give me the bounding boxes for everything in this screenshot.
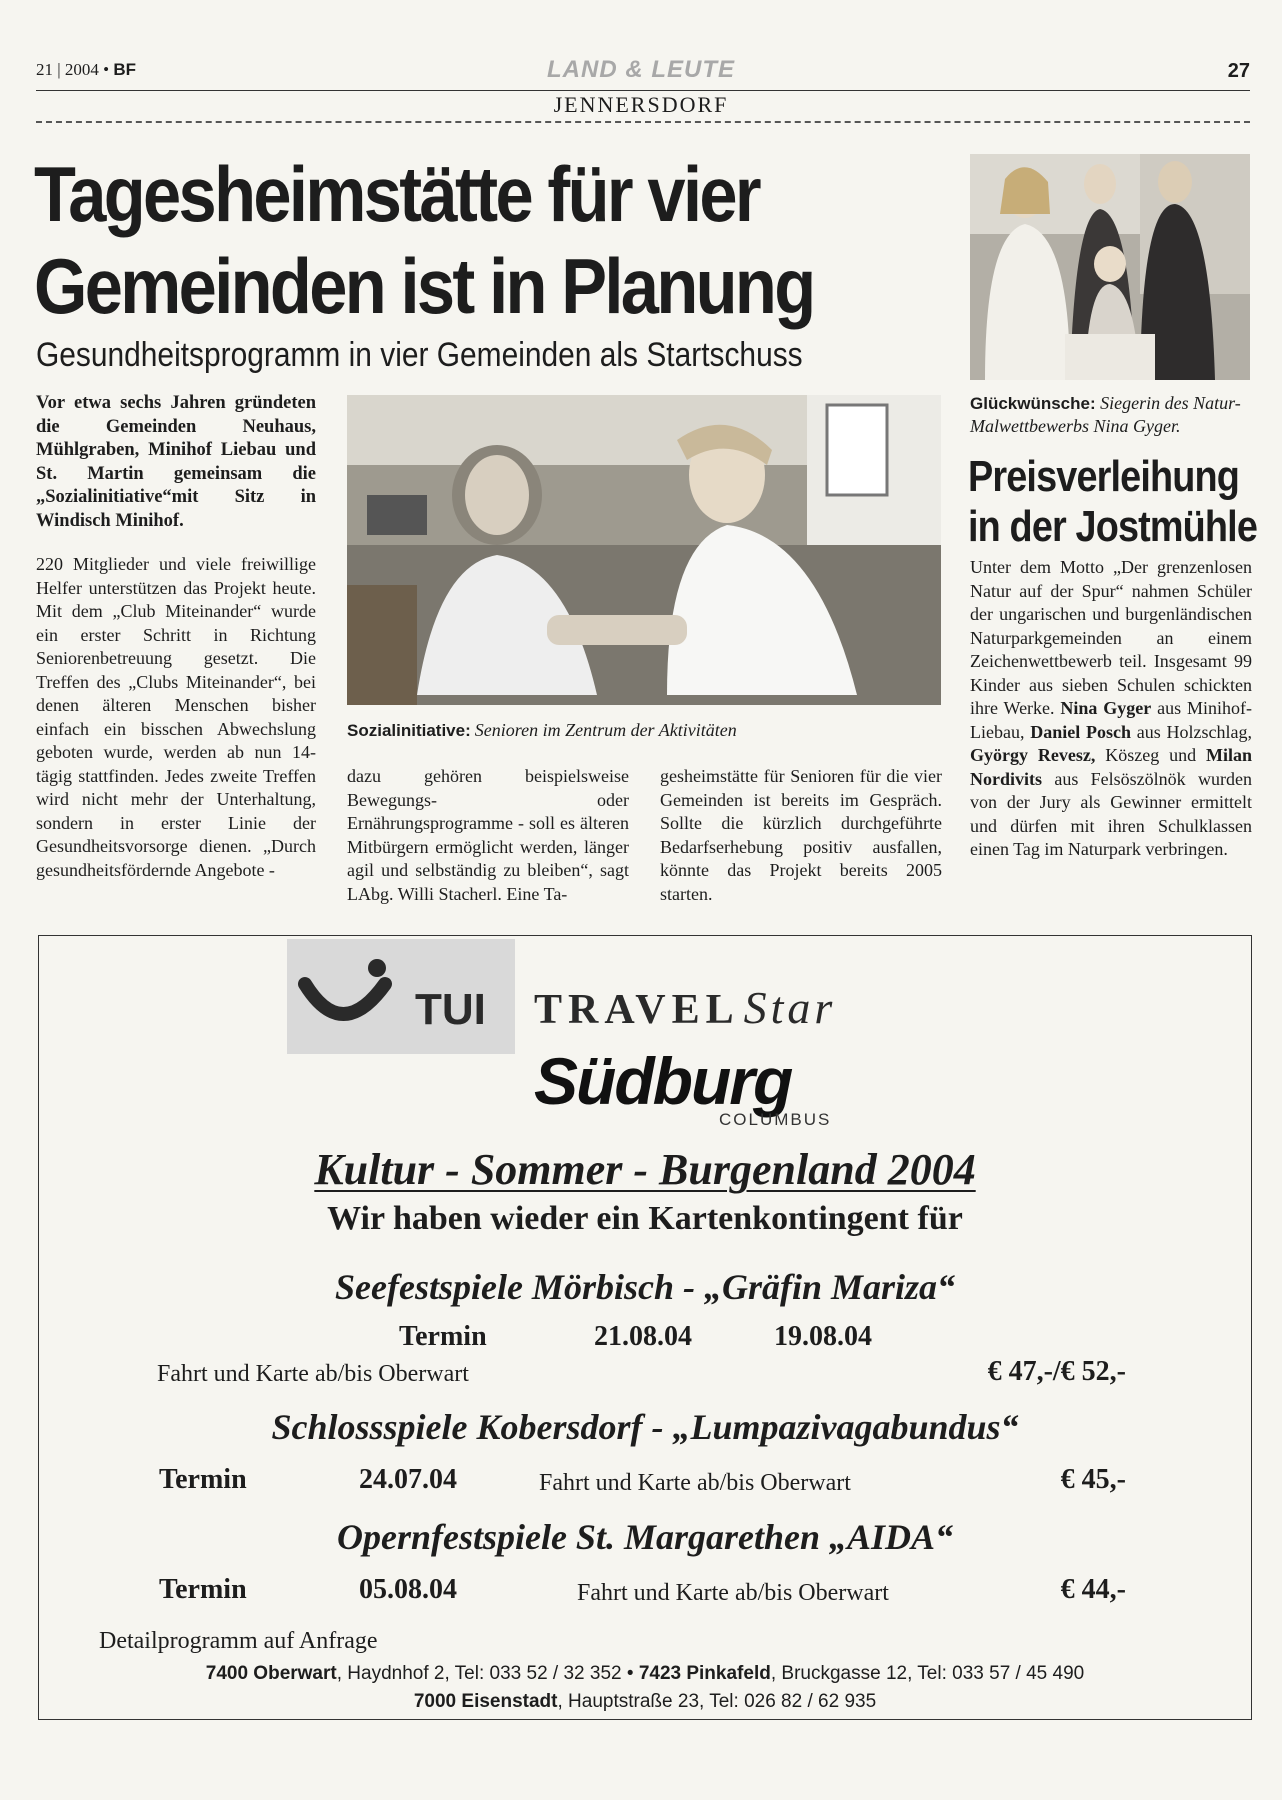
event2-termin: Termin — [159, 1464, 247, 1495]
sidebar-headline — [968, 452, 1257, 552]
article-para-2: 220 Mitglieder und viele freiwillige Helfer unterstützen das Projekt heute. Mit dem „Club Miteinander“ wurde ein erster Schritt in Richtung Seniorenbetreuung gesetzt. Die Treffen des „Clubs Miteinander“, bei denen älteren Menschen bisher einfach ein bisschen Abwechslung geboten wurde, werden ab nun 14-tägig stattfinden. Jedes zweite Treffen wird nicht mehr der Unterhaltung, sondern in erster Linie der Gesundheitsvorsorge dienen. „Durch gesundheitsfördernde Angebote - — [36, 554, 316, 880]
advertisement — [38, 935, 1252, 1720]
section-label: LAND & LEUTE — [547, 56, 735, 83]
tui-smile-icon — [297, 954, 397, 1034]
travel-label: TRAVEL — [534, 987, 740, 1033]
article-col2-text: dazu gehören beispielsweise Bewegungs- oder Ernährungsprogramme - soll es älteren Mitbürgern ermöglicht werden, länger agil und selbständig zu bleiben“, sagt LAbg. Willi Stacherl. Eine Ta- — [347, 766, 629, 904]
columbus-label: COLUMBUS — [719, 1110, 832, 1129]
star-label: Star — [743, 982, 837, 1033]
addr2-rest: , Bruckgasse 12, Tel: 033 57 / 45 490 — [770, 1663, 1085, 1684]
headline — [34, 148, 814, 332]
winner-name-2: Daniel Posch — [1030, 721, 1132, 742]
dashed-rule — [36, 121, 1250, 123]
ad-subtitle: Wir haben wieder ein Kartenkontingent für — [327, 1200, 963, 1237]
addr3-city: 7000 Eisenstadt — [413, 1691, 558, 1712]
event1-title: Seefestspiele Mörbisch - „Gräfin Mariza“ — [335, 1267, 955, 1307]
sidebar-caption-text: Siegerin des Natur-Malwettbewerbs Nina Gyger. — [970, 393, 1241, 436]
event3-date: 05.08.04 — [359, 1574, 457, 1605]
event3-travel: Fahrt und Karte ab/bis Oberwart — [577, 1580, 889, 1606]
article-photo — [347, 395, 941, 705]
winner-name-1: Nina Gyger — [1060, 698, 1152, 718]
tui-logo — [287, 939, 515, 1054]
addr3-rest: , Hauptstraße 23, Tel: 026 82 / 62 935 — [557, 1691, 877, 1712]
sidebar-caption-label: Glückwünsche: — [970, 394, 1096, 413]
event2-date: 24.07.04 — [359, 1464, 457, 1495]
addr1-rest: , Haydnhof 2, Tel: 033 52 / 32 352 • — [336, 1663, 634, 1684]
event1-price: € 47,-/€ 52,- — [987, 1356, 1126, 1387]
sidebar-photo-caption — [970, 392, 1252, 438]
ad-title-text: Kultur - Sommer - Burgenland 2004 — [314, 1145, 976, 1194]
event3-termin: Termin — [159, 1574, 247, 1605]
suedburg-logo: Südburg — [534, 1044, 792, 1118]
article-column-2 — [347, 765, 629, 926]
sidebar-body-1: Unter dem Motto „Der grenzenlosen Natur auf der Spur“ nahmen Schüler der ungarischen und burgenländischen Naturparkgemeinden an einem Zeichenwettbewerb teil. Insgesamt 99 Kinder aus sieben Schulen schickten ihre Werke. — [970, 557, 1252, 718]
article-column-3 — [660, 765, 942, 926]
sidebar-headline-line-1: Preisverleihung — [968, 452, 1240, 501]
headline-line-2: Gemeinden ist in Planung — [34, 242, 814, 330]
event2-title: Schlossspiele Kobersdorf - „Lumpazivagabundus“ — [271, 1407, 1019, 1447]
sidebar-body-5: aus Felsöszölnök wurden von der Jury als Gewinner ermittelt und dürfen mit ihren Schulklassen einen Tag im Naturpark verbringen. — [970, 768, 1252, 859]
header-rule — [36, 90, 1250, 91]
article-photo-caption — [347, 720, 947, 741]
article-col3-text: gesheimstätte für Senioren für die vier Gemeinden ist bereits im Gespräch. Sollte die kürzlich durchgeführte Bedarfserhebung positiv ausfallen, könnte das Projekt bereits 2005 starten. — [660, 766, 942, 904]
travelstar-logo — [534, 981, 836, 1034]
caption-label: Sozialinitiative: — [347, 721, 471, 740]
event1-travel: Fahrt und Karte ab/bis Oberwart — [157, 1361, 469, 1387]
sidebar-body-2: aus Minihof-Liebau, — [970, 698, 1253, 742]
headline-line-1: Tagesheimstätte für vier — [34, 150, 759, 238]
event2-travel: Fahrt und Karte ab/bis Oberwart — [539, 1470, 851, 1496]
winner-name-3: György Revesz, — [970, 745, 1096, 765]
sidebar-body-4: Köszeg und — [1105, 745, 1197, 765]
sidebar-photo — [970, 154, 1250, 380]
subheadline: Gesundheitsprogramm in vier Gemeinden als Startschuss — [36, 336, 803, 374]
detail-note: Detailprogramm auf Anfrage — [99, 1628, 378, 1654]
event3-title: Opernfestspiele St. Margarethen „AIDA“ — [336, 1517, 954, 1557]
issue-text: 21 | 2004 • — [36, 60, 110, 79]
address-line-2 — [39, 1691, 1251, 1713]
ad-title — [39, 1144, 1251, 1195]
event3-price: € 44,- — [1060, 1574, 1126, 1605]
article-lead: Vor etwa sechs Jahren gründeten die Gemeinden Neuhaus, Mühlgraben, Minihof Liebau und St. Martin gemeinsam die „Sozialinitiative“mit Sitz in Windisch Minihof. — [36, 393, 316, 531]
addr1-city: 7400 Oberwart — [205, 1663, 337, 1684]
event2-price: € 45,- — [1060, 1464, 1126, 1495]
sidebar-body-text — [970, 556, 1252, 862]
addr2-city: 7423 Pinkafeld — [638, 1663, 771, 1684]
location-label: JENNERSDORF — [553, 92, 729, 117]
sidebar-body — [970, 556, 1252, 882]
page-number: 27 — [1227, 60, 1250, 82]
paper-name: BF — [113, 60, 137, 79]
event1-date1: 21.08.04 — [594, 1321, 692, 1352]
caption-text: Senioren im Zentrum der Aktivitäten — [474, 720, 737, 740]
sidebar-headline-line-2: in der Jostmühle — [968, 502, 1258, 551]
winner-name-4: Milan Nordivits — [970, 745, 1253, 789]
address-line-1 — [39, 1663, 1251, 1685]
article-column-1 — [36, 392, 316, 902]
sidebar-body-3: aus Holzschlag, — [1136, 721, 1253, 742]
event1-date2: 19.08.04 — [774, 1321, 872, 1352]
tui-label: TUI — [415, 985, 486, 1034]
event1-termin: Termin — [399, 1321, 487, 1352]
